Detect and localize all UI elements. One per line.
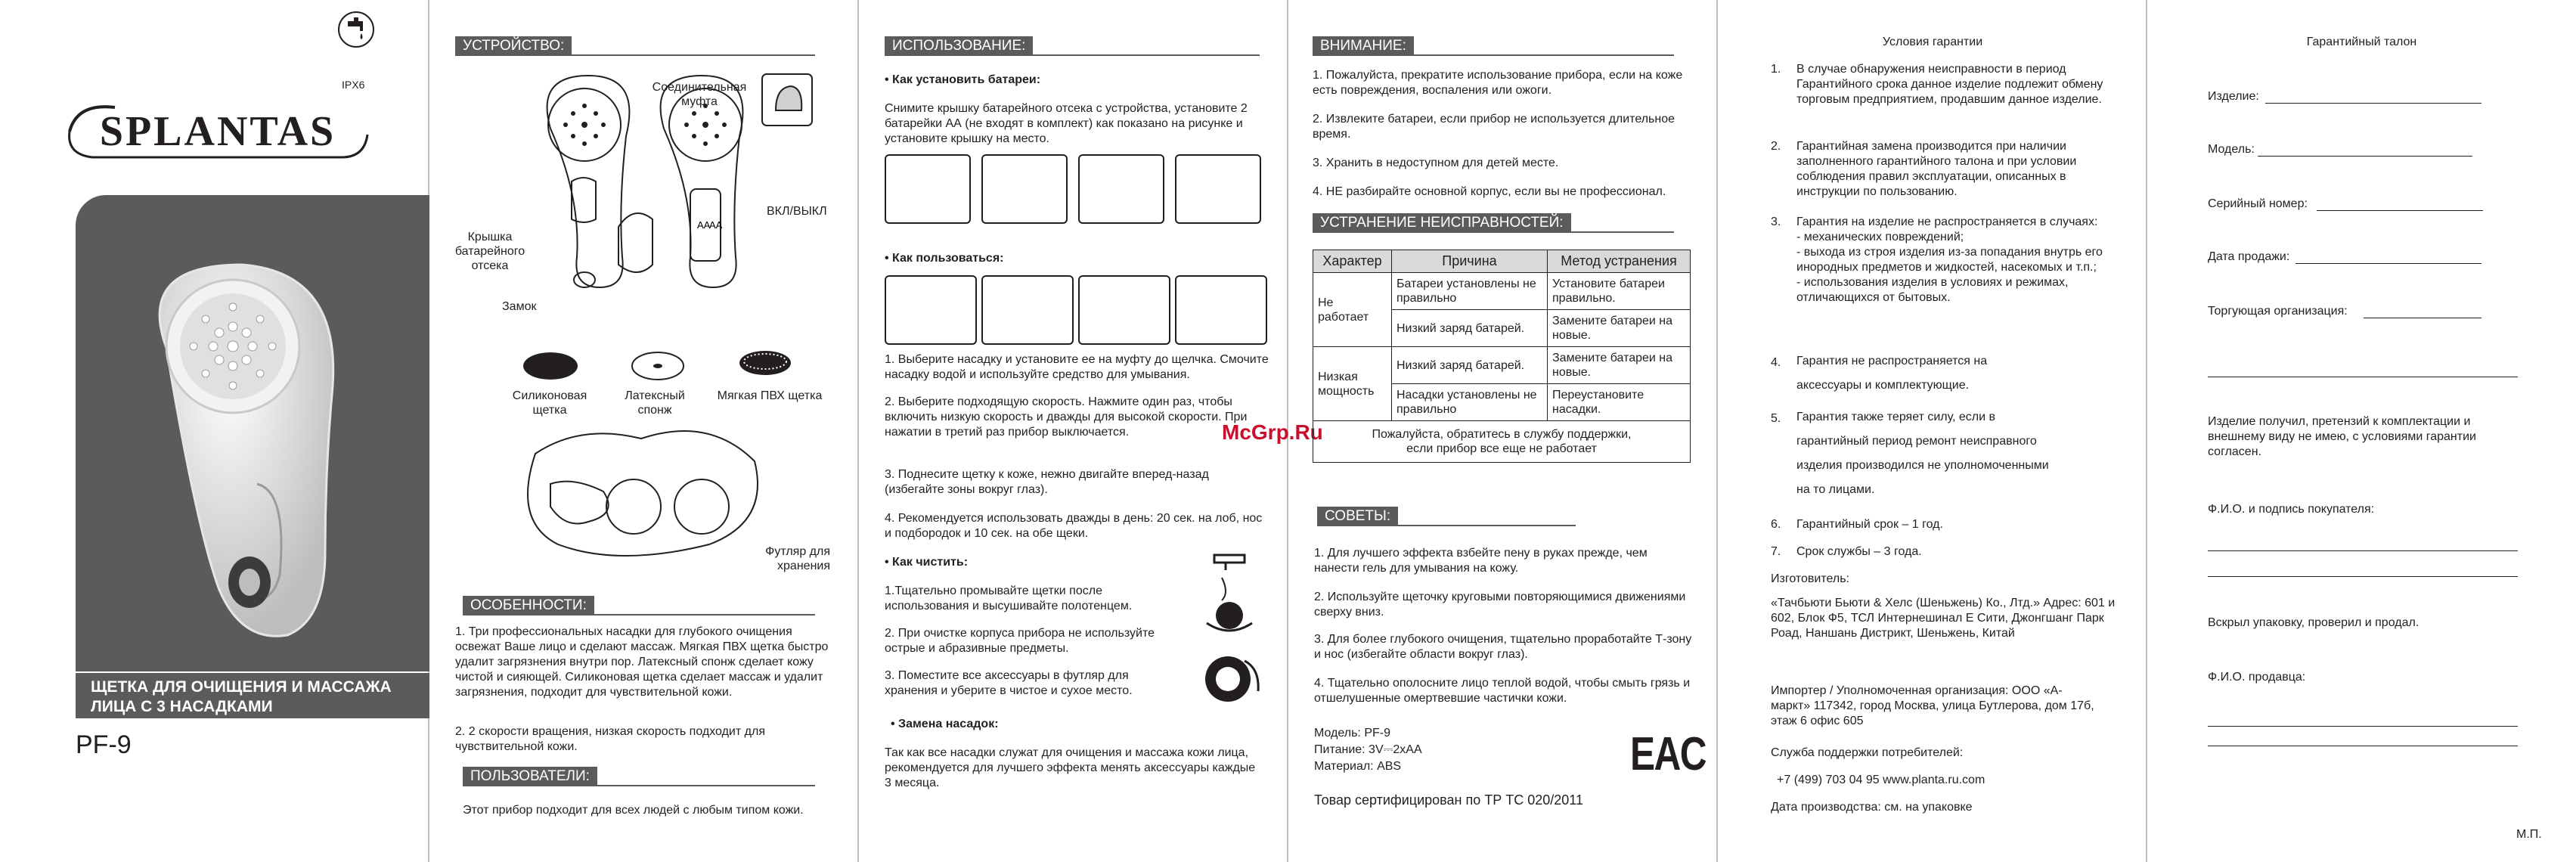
warranty-item-num: 4. (1771, 356, 1781, 369)
svg-text:AA: AA (709, 219, 723, 231)
field-sale-date-line (2295, 263, 2481, 264)
use-step-2: 2. Выберите подходящую скорость. Нажмите один раз, чтобы включить низкую скорость и дважды для высокой скорости. При нажатии в третий раз прибор выключается. (885, 395, 1248, 439)
power-line: Питание: 3V⎓2xAA (1314, 743, 1422, 756)
cover-panel (0, 0, 429, 862)
warranty-item-text: Гарантия не распространяется на аксессуары и комплектующие. (1796, 355, 1988, 392)
warranty-item-text: Срок службы – 3 года. (1796, 545, 1922, 558)
tips-header: СОВЕТЫ: (1317, 507, 1398, 526)
table-header-cell: Причина (1392, 250, 1548, 273)
install-step-2-figure (981, 154, 1068, 224)
install-step-4-figure (1175, 154, 1261, 224)
warning-header-line (1409, 54, 1674, 56)
seller-sign-label: Ф.И.О. продавца: (2208, 671, 2306, 684)
warranty-item-num: 7. (1771, 545, 1781, 558)
use-step-4-figure (1175, 275, 1267, 345)
usage-header: ИСПОЛЬЗОВАНИЕ: (885, 36, 1033, 56)
field-serial-label: Серийный номер: (2208, 197, 2308, 210)
brand-text: SPLANTAS (99, 108, 336, 155)
warning-2: 2. Извлеките батареи, если прибор не используется длительное время. (1313, 113, 1675, 141)
warranty-item-num: 2. (1771, 140, 1781, 153)
label-latex-sponge: Латексный спонж (625, 389, 685, 417)
faucet-water-icon (337, 11, 375, 48)
replace-text: Так как все насадки служат для очищения и массажа кожи лица, рекомендуется для лучшего эффекта менять аксессуары каждые 3 месяца. (885, 746, 1256, 789)
table-cell-fix: Замените батареи на новые. (1548, 310, 1691, 347)
clean-step-1: 1.Тщательно промывайте щетки после использования и высушивайте полотенцем. (885, 584, 1133, 612)
use-step-1-figure (885, 275, 977, 345)
received-text: Изделие получил, претензий к комплектации и внешнему виду не имею, с условиями гарантии согласен. (2208, 415, 2476, 458)
warranty-title: Условия гарантии (1882, 36, 1983, 48)
users-header: ПОЛЬЗОВАТЕЛИ: (463, 767, 597, 786)
seller-sign-line-1 (2208, 726, 2518, 727)
warnings-panel (1288, 0, 1718, 862)
tip-2: 2. Используйте щеточку круговыми повторяющимися движениями сверху вниз. (1314, 591, 1686, 619)
device-photo (136, 257, 386, 650)
tip-1: 1. Для лучшего эффекта взбейте пену в руках прежде, чем нанести гель для умывания на кожу. (1314, 547, 1648, 575)
features-header: ОСОБЕННОСТИ: (463, 596, 594, 615)
production-date-text: Дата производства: см. на упаковке (1771, 801, 1973, 814)
field-model-label: Модель: (2208, 143, 2255, 156)
tip-3: 3. Для более глубокого очищения, тщательно проработайте Т-зону и нос (избегайте области вокруг глаз). (1314, 633, 1692, 661)
use-title: • Как пользоваться: (885, 252, 1004, 265)
use-step-3: 3. Поднесите щетку к коже, нежно двигайте вперед-назад (избегайте зоны вокруг глаз). (885, 468, 1209, 496)
label-lock: Замок (502, 300, 537, 313)
install-step-1-figure (885, 154, 971, 224)
warranty-item-text: В случае обнаружения неисправности в период Гарантийного срока данное изделие подлежит обмену торговым предприятием, продавшим данное изделие. (1796, 63, 2103, 106)
warranty-item-text: Гарантийный срок – 1 год. (1796, 518, 1943, 531)
table-row (1313, 347, 1691, 384)
warranty-item-text: Гарантия также теряет силу, если в гарантийный период ремонт неисправного изделия производился не уполномоченными на то лицами. (1796, 411, 2049, 496)
pvc-brush-icon (735, 346, 795, 384)
device-panel (429, 0, 859, 862)
latex-sponge-icon (628, 348, 688, 384)
feature-1: 1. Три профессиональных насадки для глубокого очищения освежат Ваше лицо и сделают массаж. Мягкая ПВХ щетка быстро удалит загрязнения внутри пор. Латексный спонж сделает кожу чистой и сияющей. Силиконовая щетка сделает массаж и удалит загрязнения, подходит для чувствительной кожи. (455, 625, 829, 699)
coupling-detail-icon (761, 73, 814, 127)
trouble-header-line (1561, 231, 1674, 233)
label-storage-case: Футляр для хранения (765, 545, 830, 572)
install-title: • Как установить батареи: (885, 73, 1041, 86)
brush-clean-icon (1192, 646, 1267, 714)
table-cell-cause: Низкий заряд батарей. (1392, 310, 1548, 347)
warning-4: 4. НЕ разбирайте основной корпус, если вы не профессионал. (1313, 185, 1666, 198)
table-header-row (1313, 250, 1691, 273)
field-model-line (2258, 156, 2472, 157)
warranty-item-num: 5. (1771, 412, 1781, 425)
buyer-sign-line-1 (2208, 550, 2518, 551)
product-title: ЩЕТКА ДЛЯ ОЧИЩЕНИЯ И МАССАЖА ЛИЦА С 3 НАСАДКАМИ (76, 673, 429, 718)
certification-line: Товар сертифицирован по ТР ТС 020/2011 (1314, 792, 1583, 808)
users-text: Этот прибор подходит для всех людей с любым типом кожи. (463, 804, 804, 817)
tips-header-line (1387, 525, 1576, 526)
install-text: Снимите крышку батарейного отсека с устройства, установите 2 батарейки АА (не входят в комплект) как показано на рисунке и установите крышку на место. (885, 102, 1248, 145)
checked-text: Вскрыл упаковку, проверил и продал. (2208, 616, 2419, 629)
warning-header: ВНИМАНИЕ: (1313, 36, 1414, 56)
maker-text: «Тачбьюти Бьюти & Хелс (Шеньжень) Ко., Лтд.» Адрес: 601 и 602, Блок Ф5, ТСЛ Интернешинал Е Сити, Джонгшанг Парк Роад, Наншань Дистрикт, Шеньжень, Китай (1771, 597, 2116, 640)
table-footer-row (1313, 421, 1691, 463)
maker-label: Изготовитель: (1771, 572, 1849, 585)
table-cell-cause: Низкий заряд батарей. (1392, 347, 1548, 384)
use-step-1: 1. Выберите насадку и установите ее на муфту до щелчка. Смочите насадку водой и используйте средство для умывания. (885, 353, 1269, 381)
silicone-brush-icon (520, 348, 581, 384)
ipx-rating: IPX6 (342, 79, 365, 91)
warranty-item-num: 3. (1771, 216, 1781, 228)
warning-1: 1. Пожалуйста, прекратите использование прибора, если на коже есть повреждения, воспаления или ожоги. (1313, 69, 1683, 97)
device-header: УСТРОЙСТВО: (455, 36, 572, 56)
watermark-text: McGrp.Ru (1222, 420, 1323, 444)
importer-text: Импортер / Уполномоченная организация: ООО «А-маркт» 117342, город Москва, улица Бутлерова, дом 17б, этаж 6 офис 605 (1771, 684, 2094, 727)
material-line: Материал: ABS (1314, 760, 1402, 773)
use-step-3-figure (1078, 275, 1170, 345)
warranty-conditions-panel (1718, 0, 2147, 862)
buyer-sign-label: Ф.И.О. и подпись покупателя: (2208, 503, 2375, 516)
table-footer-cell: Пожалуйста, обратитесь в службу поддержки, если прибор все еще не работает (1313, 421, 1691, 463)
field-product-line (2265, 103, 2481, 104)
usage-panel (859, 0, 1323, 862)
model-number: PF-9 (76, 730, 132, 759)
field-sale-date-label: Дата продажи: (2208, 250, 2290, 263)
table-cell-fix: Замените батареи на новые. (1548, 347, 1691, 384)
use-step-2-figure (981, 275, 1074, 345)
table-cell-fix: Установите батареи правильно. (1548, 273, 1691, 310)
use-step-4: 4. Рекомендуется использовать дважды в день: 20 сек. на лоб, нос и подбородок и 10 сек. на обе щеки. (885, 512, 1263, 540)
warranty-item-num: 1. (1771, 63, 1781, 76)
warranty-card-panel (2147, 0, 2576, 862)
card-title: Гарантийный талон (2306, 36, 2417, 48)
warranty-item-num: 6. (1771, 518, 1781, 531)
table-cell-cause: Батареи установлены не правильно (1392, 273, 1548, 310)
label-switch: ВКЛ/ВЫКЛ (767, 205, 827, 218)
label-pvc-brush: Мягкая ПВХ щетка (717, 389, 823, 402)
device-header-line (566, 54, 815, 56)
table-cell-problem: Низкая мощность (1313, 347, 1392, 421)
table-header-cell: Метод устранения (1548, 250, 1691, 273)
brand-logo (67, 101, 369, 162)
warranty-item-text: Гарантийная замена производится при наличии заполненного гарантийного талона и при условии соблюдения правил эксплуатации, описанных в инструкции по пользованию. (1796, 140, 2077, 198)
table-cell-problem: Не работает (1313, 273, 1392, 347)
troubleshooting-table (1313, 250, 1691, 463)
users-header-line (581, 785, 815, 786)
field-trade-org-label: Торгующая организация: (2208, 305, 2348, 318)
table-row (1313, 273, 1691, 310)
usage-header-line (1010, 54, 1260, 56)
field-serial-line (2317, 210, 2483, 211)
clean-title: • Как чистить: (885, 556, 969, 569)
support-text: +7 (499) 703 04 95 www.planta.ru.com (1777, 774, 1985, 786)
warning-3: 3. Хранить в недоступном для детей месте. (1313, 157, 1559, 169)
stamp-label: М.П. (2516, 828, 2542, 841)
svg-text:AA: AA (697, 219, 711, 231)
table-cell-cause: Насадки установлены не правильно (1392, 384, 1548, 421)
warranty-item-text: Гарантия на изделие не распространяется в случаях: - механических повреждений; - выхода из строя изделия из-за попадания внутрь его инородных предметов и жидкостей, насекомых и т.п.; - использования изделия в условиях и режимах, отличающихся от бытовых. (1796, 216, 2103, 304)
eac-mark: EAC (1630, 728, 1706, 780)
features-header-line (566, 614, 815, 615)
label-silicone-brush: Силиконовая щетка (512, 389, 587, 417)
label-coupling: Соединительная муфта (652, 81, 747, 108)
feature-2: 2. 2 скорости вращения, низкая скорость подходит для чувствительной кожи. (455, 725, 765, 753)
table-cell-fix: Переустановите насадки. (1548, 384, 1691, 421)
trouble-header: УСТРАНЕНИЕ НЕИСПРАВНОСТЕЙ: (1313, 213, 1571, 233)
clean-step-3: 3. Поместите все аксессуары в футляр для хранения и уберите в чистое и сухое место. (885, 669, 1133, 697)
install-step-3-figure (1078, 154, 1164, 224)
replace-title: • Замена насадок: (891, 718, 999, 730)
model-line: Модель: PF-9 (1314, 727, 1390, 740)
label-battery-cover: Крышка батарейного отсека (454, 231, 525, 272)
rinse-brush-icon (1192, 547, 1267, 638)
support-label: Служба поддержки потребителей: (1771, 746, 1964, 759)
tip-4: 4. Тщательно ополосните лицо теплой водой, чтобы смыть грязь и отшелушенные омертвевшие частички кожи. (1314, 677, 1691, 705)
storage-case-icon (520, 423, 770, 560)
field-product-label: Изделие: (2208, 90, 2259, 103)
clean-step-2: 2. При очистке корпуса прибора не используйте острые и абразивные предметы. (885, 627, 1155, 655)
buyer-sign-line-2 (2208, 576, 2518, 577)
table-header-cell: Характер (1313, 250, 1392, 273)
